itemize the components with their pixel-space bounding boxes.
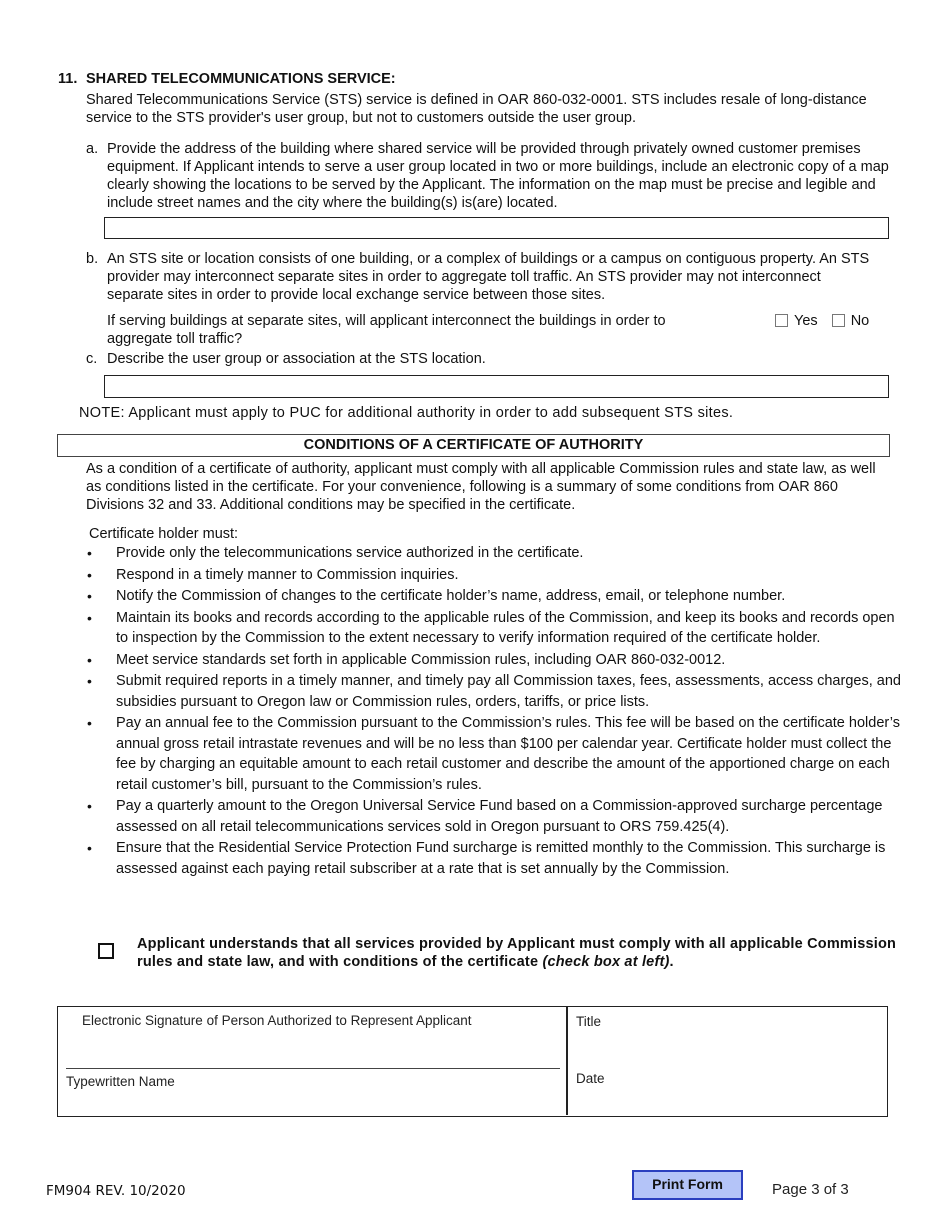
typewritten-name-label: Typewritten Name	[66, 1074, 175, 1089]
bullet-icon: •	[87, 673, 92, 689]
yes-checkbox[interactable]	[775, 314, 788, 327]
conditions-intro: As a condition of a certificate of authority, applicant must comply with all applicable Commission rules and state law, as well as conditions listed in the certificate. For your convenience, following is a summary of some conditions from OAR 860 Divisions 32 and 33. Additional conditions may be specified in the certificate.	[86, 461, 876, 513]
item-b-letter: b.	[86, 251, 99, 267]
item-b-text: An STS site or location consists of one building, or a complex of buildings or a campus on contiguous property. An STS provider may interconnect separate sites in order to aggregate toll traffic. An STS provider may not interconnect separate sites in order to provide local exchange service between those sites.	[107, 251, 870, 303]
signature-divider-line	[66, 1068, 560, 1069]
signature-label: Electronic Signature of Person Authorized to Represent Applicant	[82, 1013, 472, 1028]
form-code: FM904 REV. 10/2020	[46, 1183, 186, 1199]
no-label: No	[850, 313, 870, 329]
list-item: • Pay an annual fee to the Commission pursuant to the Commission’s rules. This fee will be based on the certificate holder’s annual gross retail intrastate revenues and will be no less than $100 per calendar year. Certificate holder must collect the fee by charging an equitable amount to each retail customer and describe the amount of the apportioned charge on each retail customer’s bill, pursuant to the Commission’s rules.	[87, 715, 900, 793]
bullet-icon: •	[87, 566, 92, 583]
list-item: • Notify the Commission of changes to the certificate holder’s name, address, email, or telephone number.	[87, 586, 907, 607]
holder-must-label: Certificate holder must:	[89, 526, 239, 542]
section-number: 11.	[58, 71, 78, 87]
print-form-button[interactable]: Print Form	[632, 1170, 743, 1200]
date-label: Date	[576, 1071, 605, 1086]
sts-note: NOTE: Applicant must apply to PUC for additional authority in order to add subsequent STS sites.	[79, 405, 734, 421]
acknowledge-checkbox[interactable]	[98, 943, 114, 959]
section-title-text: SHARED TELECOMMUNICATIONS SERVICE:	[86, 71, 396, 87]
bullet-icon: •	[87, 651, 92, 668]
yes-no-group	[775, 312, 869, 330]
item-c-letter: c.	[86, 351, 98, 367]
bullet-icon: •	[87, 588, 92, 604]
item-a-letter: a.	[86, 141, 99, 157]
sts-intro: Shared Telecommunications Service (STS) service is defined in OAR 860-032-0001. STS includes resale of long-distance service to the STS provider's user group, but not to customers outside the user group.	[86, 92, 867, 126]
typewritten-name-field[interactable]	[66, 1091, 560, 1111]
bullet-icon: •	[87, 609, 92, 626]
page-number: Page 3 of 3	[772, 1181, 849, 1198]
bullet-icon: •	[87, 798, 92, 814]
bullet-icon: •	[87, 840, 92, 856]
building-address-field[interactable]	[104, 217, 889, 239]
signature-table	[57, 1006, 888, 1117]
section-11-title	[58, 70, 396, 88]
yes-label: Yes	[794, 313, 818, 329]
list-item: • Maintain its books and records according to the applicable rules of the Commission, and keep its books and records open to inspection by the Commission to the extent necessary to verify information required of the certificate holder.	[87, 609, 895, 646]
item-a-text: Provide the address of the building where shared service will be provided through privately owned customer premises equipment. If Applicant intends to serve a user group located in two or more buildings, include an electronic copy of a map clearly showing the locations to be served by the Applicant. The information on the map must be precise and legible and include street names and the city where the building(s) is(are) located.	[107, 141, 889, 211]
list-item: • Pay a quarterly amount to the Oregon Universal Service Fund based on a Commission-approved surcharge percentage assessed on all retail telecommunications services sold in Oregon pursuant to ORS 759.425(4).	[87, 798, 883, 835]
title-field[interactable]	[576, 1033, 876, 1063]
interconnect-question: If serving buildings at separate sites, will applicant interconnect the buildings in order to aggregate toll traffic?	[107, 313, 666, 347]
list-item: • Respond in a timely manner to Commission inquiries.	[87, 565, 907, 586]
list-item: • Ensure that the Residential Service Protection Fund surcharge is remitted monthly to the Commission. This surcharge is assessed against each paying retail subscriber at a rate that is set annually by the Commission.	[87, 840, 886, 877]
user-group-field[interactable]	[104, 375, 889, 398]
date-field[interactable]	[576, 1089, 876, 1111]
conditions-header: CONDITIONS OF A CERTIFICATE OF AUTHORITY	[57, 434, 890, 457]
column-divider	[566, 1007, 568, 1115]
item-c-text: Describe the user group or association at the STS location.	[107, 351, 486, 367]
no-checkbox[interactable]	[832, 314, 845, 327]
list-item: • Meet service standards set forth in applicable Commission rules, including OAR 860-032-0012.	[87, 650, 907, 671]
list-item: • Provide only the telecommunications service authorized in the certificate.	[87, 543, 907, 564]
bullet-icon: •	[87, 545, 92, 561]
conditions-list	[87, 543, 907, 880]
title-label: Title	[576, 1014, 602, 1029]
bullet-icon: •	[87, 715, 92, 731]
signature-field[interactable]	[66, 1031, 560, 1067]
acknowledgement-text: Applicant understands that all services provided by Applicant must comply with all applicable Commission rules and state law, and with conditions of the certificate (check box at left).	[137, 936, 897, 970]
list-item: • Submit required reports in a timely manner, and timely pay all Commission taxes, fees, assessments, access charges, and subsidies pursuant to Oregon law or Commission rules, orders, tariffs, or price lists.	[87, 673, 901, 710]
